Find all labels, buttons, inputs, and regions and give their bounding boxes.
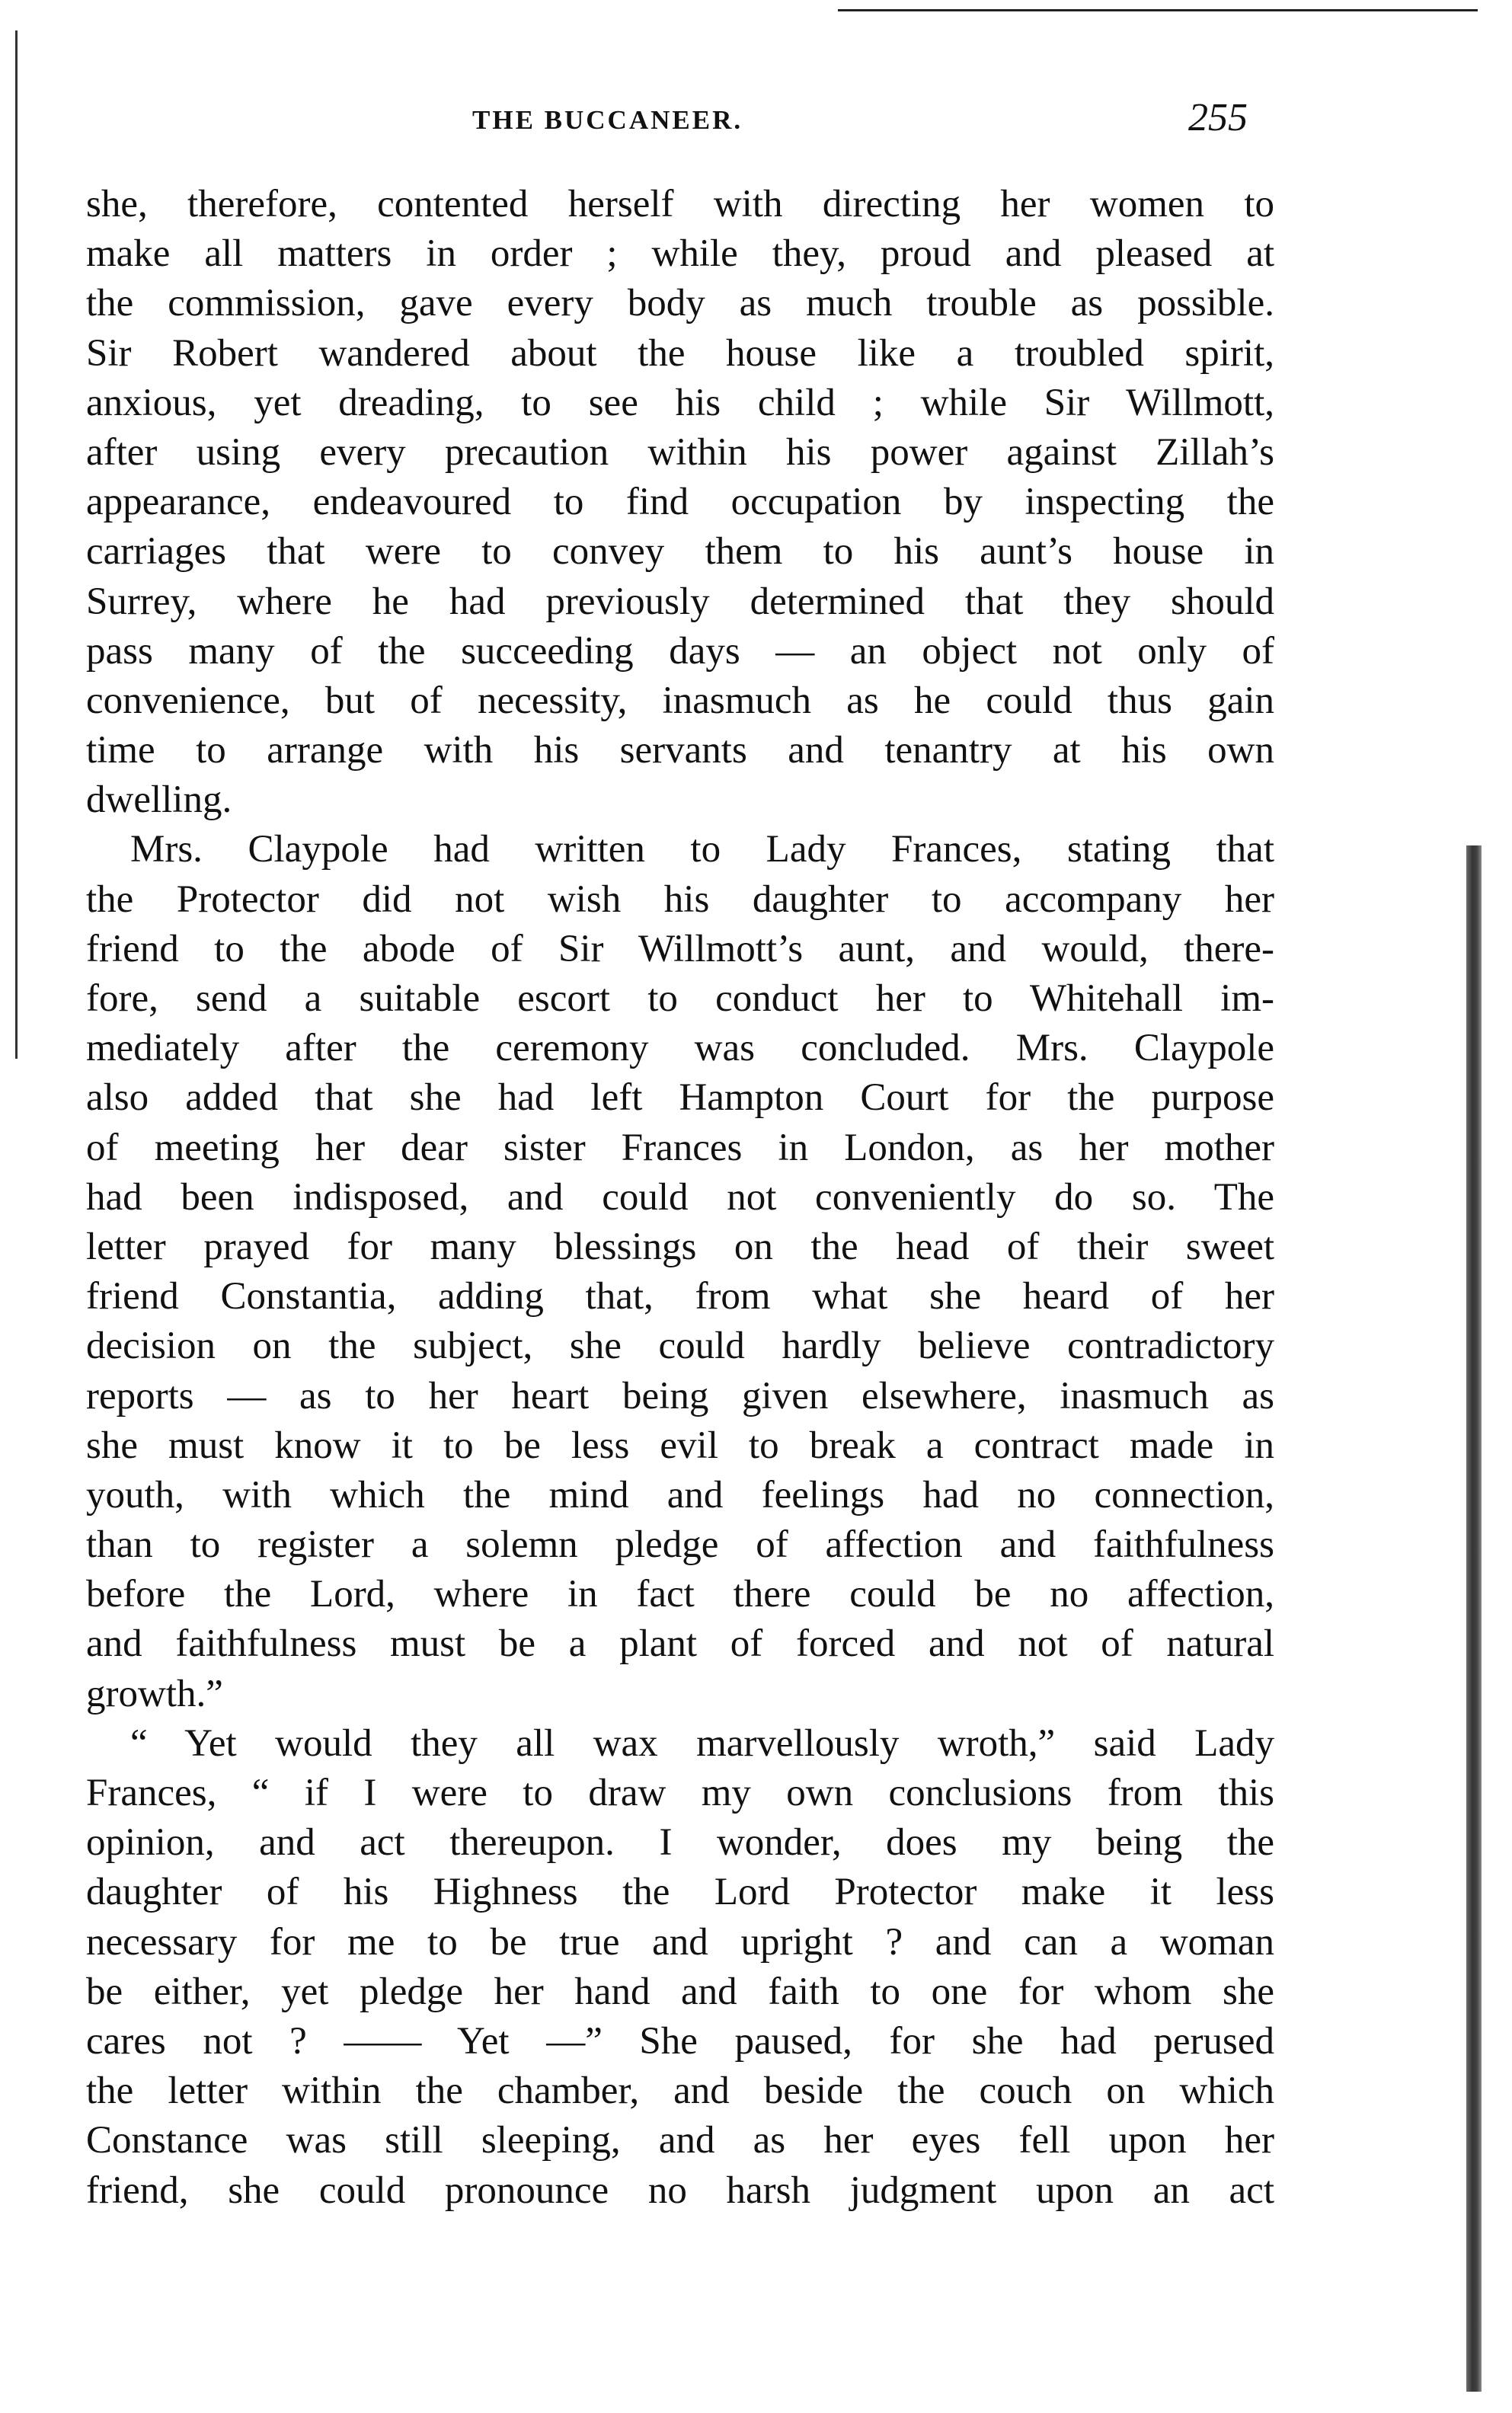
text-line: Frances, “ if I were to draw my own conclusions from this xyxy=(86,1772,1274,1814)
text-line: Sir Robert wandered about the house like a troubled spirit, xyxy=(86,331,1274,375)
text-line: Surrey, where he had previously determined that they should xyxy=(86,580,1274,623)
text-line: she must know it to be less evil to break a contract made in xyxy=(86,1424,1274,1467)
text-line: of meeting her dear sister Frances in London, as her mother xyxy=(86,1126,1274,1169)
text-line: friend, she could pronounce no harsh judgment upon an act xyxy=(86,2169,1274,2212)
text-line: youth, with which the mind and feelings had no connection, xyxy=(86,1473,1274,1517)
paragraph-end-line: growth.” xyxy=(86,1672,223,1715)
paragraph-start-line: Mrs. Claypole had written to Lady Frances, stating that xyxy=(130,828,1274,871)
body-text xyxy=(86,180,1274,2216)
text-line: cares not ? —— Yet —” She paused, for she had perused xyxy=(86,2019,1274,2063)
text-line: decision on the subject, she could hardly believe contradictory xyxy=(86,1325,1274,1368)
text-line: also added that she had left Hampton Court for the purpose xyxy=(86,1076,1274,1120)
text-line: reports — as to her heart being given elsewhere, inasmuch as xyxy=(86,1374,1274,1417)
text-line: the Protector did not wish his daughter to accompany her xyxy=(86,877,1274,921)
text-line: be either, yet pledge her hand and faith to one for whom she xyxy=(86,1970,1274,2013)
text-line: necessary for me to be true and upright ? and can a woman xyxy=(86,1920,1274,1964)
paragraph-start-line: “ Yet would they all wax marvellously wroth,” said Lady xyxy=(130,1721,1274,1765)
text-line: make all matters in order ; while they, proud and pleased at xyxy=(86,232,1274,276)
text-line: fore, send a suitable escort to conduct her to Whitehall im- xyxy=(86,977,1274,1020)
left-page-edge xyxy=(15,30,18,1059)
text-line: she, therefore, contented herself with directing her women to xyxy=(86,183,1274,225)
text-line: carriages that were to convey them to his aunt’s house in xyxy=(86,530,1274,574)
text-line: mediately after the ceremony was concluded. Mrs. Claypole xyxy=(86,1027,1274,1070)
text-line: and faithfulness must be a plant of forced and not of natural xyxy=(86,1622,1274,1666)
text-line: daughter of his Highness the Lord Protector make it less xyxy=(86,1871,1274,1914)
top-rule xyxy=(838,9,1478,11)
text-line: before the Lord, where in fact there could be no affection, xyxy=(86,1573,1274,1616)
text-line: anxious, yet dreading, to see his child ; while Sir Willmott, xyxy=(86,381,1274,424)
text-line: after using every precaution within his power against Zillah’s xyxy=(86,430,1274,474)
text-line: letter prayed for many blessings on the head of their sweet xyxy=(86,1225,1274,1268)
running-head: THE BUCCANEER. xyxy=(472,105,743,135)
text-line: convenience, but of necessity, inasmuch as he could thus gain xyxy=(86,679,1274,722)
right-page-edge xyxy=(1466,845,1482,2392)
page-number: 255 xyxy=(1188,96,1248,139)
text-line: appearance, endeavoured to find occupation by inspecting the xyxy=(86,481,1274,524)
text-line: pass many of the succeeding days — an object not only of xyxy=(86,629,1274,673)
text-line: had been indisposed, and could not conveniently do so. The xyxy=(86,1175,1274,1219)
text-line: opinion, and act thereupon. I wonder, does my being the xyxy=(86,1821,1274,1865)
text-line: Constance was still sleeping, and as her eyes fell upon her xyxy=(86,2119,1274,2162)
text-line: friend Constantia, adding that, from what she heard of her xyxy=(86,1275,1274,1318)
paragraph-end-line: dwelling. xyxy=(86,778,232,822)
text-line: than to register a solemn pledge of affection and faithfulness xyxy=(86,1523,1274,1567)
text-line: friend to the abode of Sir Willmott’s aunt, and would, there- xyxy=(86,927,1274,970)
text-line: time to arrange with his servants and tenantry at his own xyxy=(86,729,1274,772)
text-line: the commission, gave every body as much trouble as possible. xyxy=(86,282,1274,325)
text-line: the letter within the chamber, and beside the couch on which xyxy=(86,2069,1274,2113)
